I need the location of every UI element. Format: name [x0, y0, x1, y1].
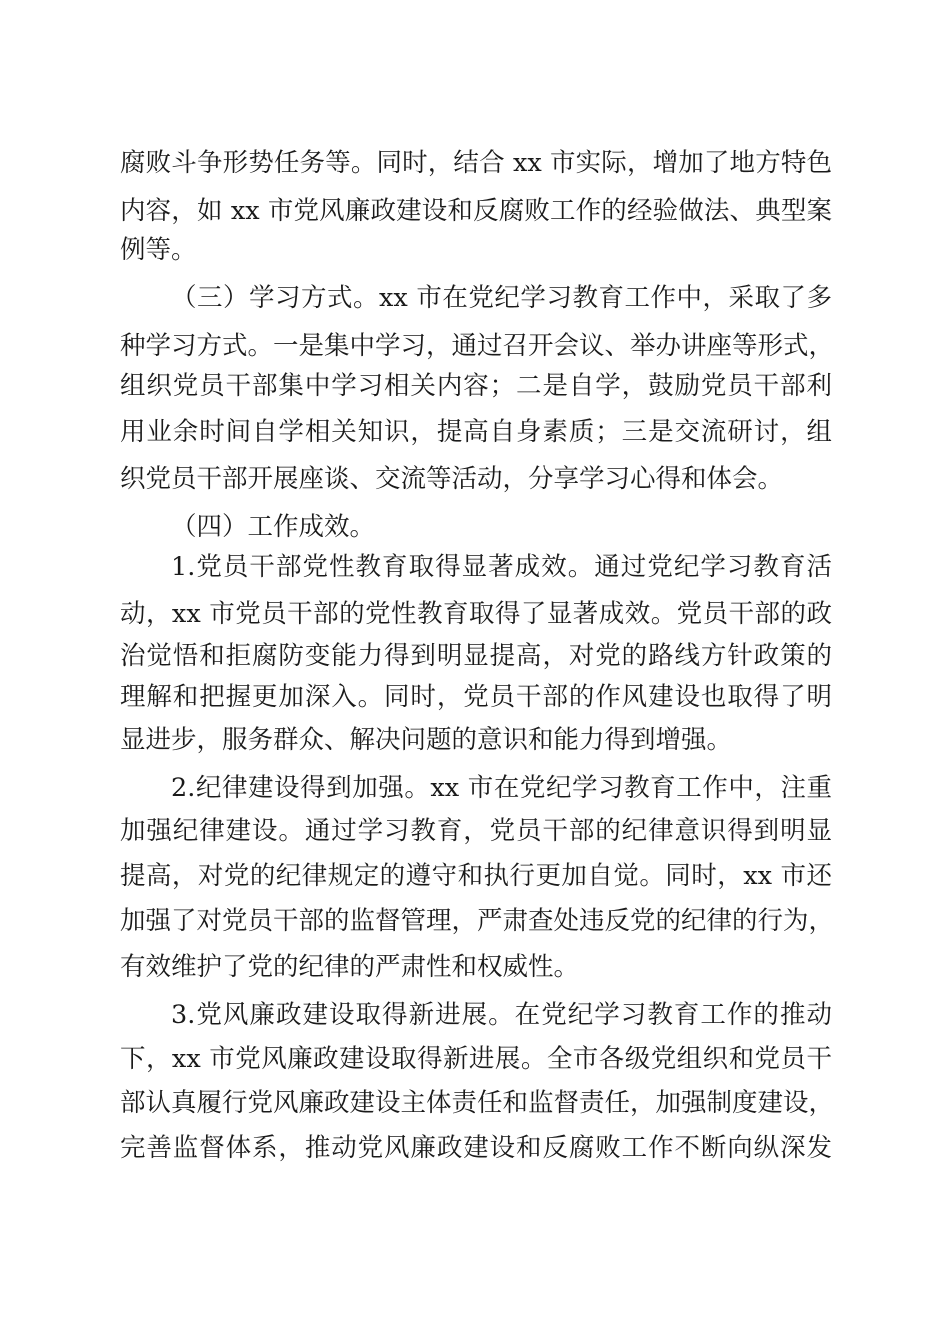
text-line: 2.纪律建设得到加强。xx 市在党纪学习教育工作中，注重 — [171, 773, 832, 803]
text-line: 织党员干部开展座谈、交流等活动，分享学习心得和体会。 — [120, 464, 784, 494]
text-line: 显进步，服务群众、解决问题的意识和能力得到增强。 — [120, 725, 733, 755]
text-line: 治觉悟和拒腐防变能力得到明显提高，对党的路线方针政策的 — [120, 641, 832, 671]
text-line: 动，xx 市党员干部的党性教育取得了显著成效。党员干部的政 — [120, 599, 832, 629]
text-line: 腐败斗争形势任务等。同时，结合 xx 市实际，增加了地方特色 — [120, 148, 832, 178]
text-line: 完善监督体系，推动党风廉政建设和反腐败工作不断向纵深发 — [120, 1133, 832, 1163]
text-line: 部认真履行党风廉政建设主体责任和监督责任，加强制度建设， — [120, 1088, 835, 1118]
text-line: 加强了对党员干部的监督管理，严肃查处违反党的纪律的行为， — [120, 906, 835, 936]
text-line: 理解和把握更加深入。同时，党员干部的作风建设也取得了明 — [120, 682, 832, 712]
section-heading-study-methods: （三）学习方式。xx 市在党纪学习教育工作中，采取了多 — [171, 283, 832, 313]
text-line: 例等。 — [120, 235, 197, 265]
text-line: 下，xx 市党风廉政建设取得新进展。全市各级党组织和党员干 — [120, 1044, 832, 1074]
section-heading-work-results: （四）工作成效。 — [171, 512, 376, 542]
text-line: 用业余时间自学相关知识，提高自身素质；三是交流研讨，组 — [120, 417, 832, 447]
text-line: 组织党员干部集中学习相关内容；二是自学，鼓励党员干部利 — [120, 371, 832, 401]
text-line: 3.党风廉政建设取得新进展。在党纪学习教育工作的推动 — [171, 1000, 832, 1030]
text-line: 1.党员干部党性教育取得显著成效。通过党纪学习教育活 — [171, 552, 832, 582]
text-line: 有效维护了党的纪律的严肃性和权威性。 — [120, 952, 580, 982]
text-line: 提高，对党的纪律规定的遵守和执行更加自觉。同时，xx 市还 — [120, 861, 832, 891]
text-line: 加强纪律建设。通过学习教育，党员干部的纪律意识得到明显 — [120, 816, 832, 846]
text-line: 内容，如 xx 市党风廉政建设和反腐败工作的经验做法、典型案 — [120, 196, 832, 226]
text-line: 种学习方式。一是集中学习，通过召开会议、举办讲座等形式， — [120, 331, 835, 361]
